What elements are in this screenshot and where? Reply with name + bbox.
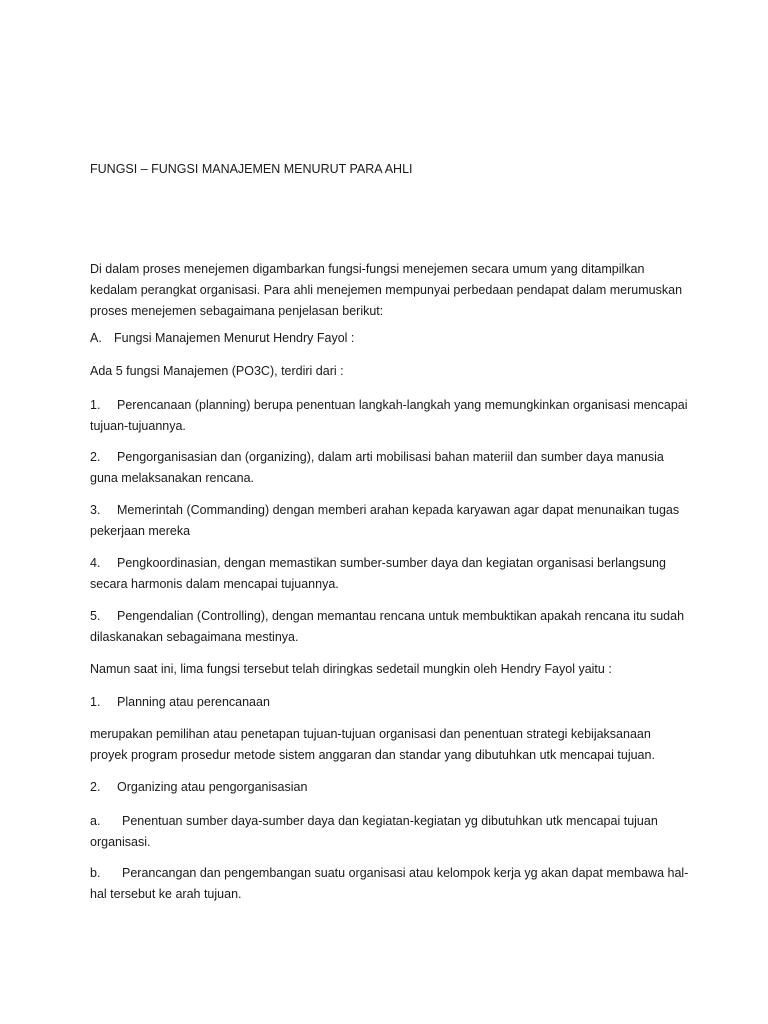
document-title: FUNGSI – FUNGSI MANAJEMEN MENURUT PARA AHLI (90, 162, 413, 176)
list-item-number: 4. (90, 556, 101, 570)
list-item-text: Pengendalian (Controlling), dengan memantau rencana untuk membuktikan apakah rencana itu sudah dilaskanakan sebagaimana mestinya. (90, 609, 685, 644)
list-item (90, 395, 690, 437)
planning-number: 1. (90, 695, 101, 709)
sub-item-a (90, 811, 690, 853)
section-a-heading (90, 328, 690, 349)
sub-item-a-text: Penentuan sumber daya-sumber daya dan kegiatan-kegiatan yg dibutuhkan utk mencapai tujuan organisasi. (90, 814, 658, 849)
list-item-text: Memerintah (Commanding) dengan memberi arahan kepada karyawan agar dapat menunaikan tugas pekerjaan mereka (90, 503, 680, 538)
intro-paragraph: Di dalam proses menejemen digambarkan fungsi-fungsi menejemen secara umum yang ditampilkan kedalam perangkat organisasi. Para ahli menejemen mempunyai perbedaan pendapat dalam merumuskan proses menejemen sebagaimana penjelasan berikut: (90, 262, 683, 318)
list-item-number: 5. (90, 609, 101, 623)
list-item-text: Perencanaan (planning) berupa penentuan langkah-langkah yang memungkinkan organisasi mencapai tujuan-tujuannya. (90, 398, 688, 433)
list-item (90, 553, 690, 595)
planning-text: Planning atau perencanaan (117, 695, 270, 709)
list-item-number: 2. (90, 450, 101, 464)
organizing-number: 2. (90, 780, 101, 794)
planning-heading (90, 692, 690, 713)
list-item-number: 1. (90, 398, 101, 412)
sub-item-b-text: Perancangan dan pengembangan suatu organisasi atau kelompok kerja yg akan dapat membawa hal-hal tersebut ke arah tujuan. (90, 866, 689, 901)
section-a-label: A. (90, 331, 102, 345)
list-item (90, 500, 690, 542)
list-item (90, 447, 690, 489)
ada5-paragraph: Ada 5 fungsi Manajemen (PO3C), terdiri dari : (90, 364, 344, 378)
list-item-text: Pengkoordinasian, dengan memastikan sumber-sumber daya dan kegiatan organisasi berlangsung secara harmonis dalam mencapai tujuannya. (90, 556, 666, 591)
namun-paragraph: Namun saat ini, lima fungsi tersebut telah diringkas sedetail mungkin oleh Hendry Fayol yaitu : (90, 662, 612, 676)
list-item-text: Pengorganisasian dan (organizing), dalam arti mobilisasi bahan materiil dan sumber daya manusia guna melaksanakan rencana. (90, 450, 664, 485)
organizing-text: Organizing atau pengorganisasian (117, 780, 308, 794)
organizing-heading (90, 777, 690, 798)
sub-item-b-label: b. (90, 866, 101, 880)
sub-item-a-label: a. (90, 814, 101, 828)
list-item-number: 3. (90, 503, 101, 517)
planning-description: merupakan pemilihan atau penetapan tujuan-tujuan organisasi dan penentuan strategi kebijaksanaan proyek program prosedur metode sistem anggaran dan standar yang dibutuhkan utk mencapai tujuan. (90, 727, 655, 762)
sub-item-b (90, 863, 690, 905)
section-a-text: Fungsi Manajemen Menurut Hendry Fayol : (114, 331, 355, 345)
list-item (90, 606, 690, 648)
